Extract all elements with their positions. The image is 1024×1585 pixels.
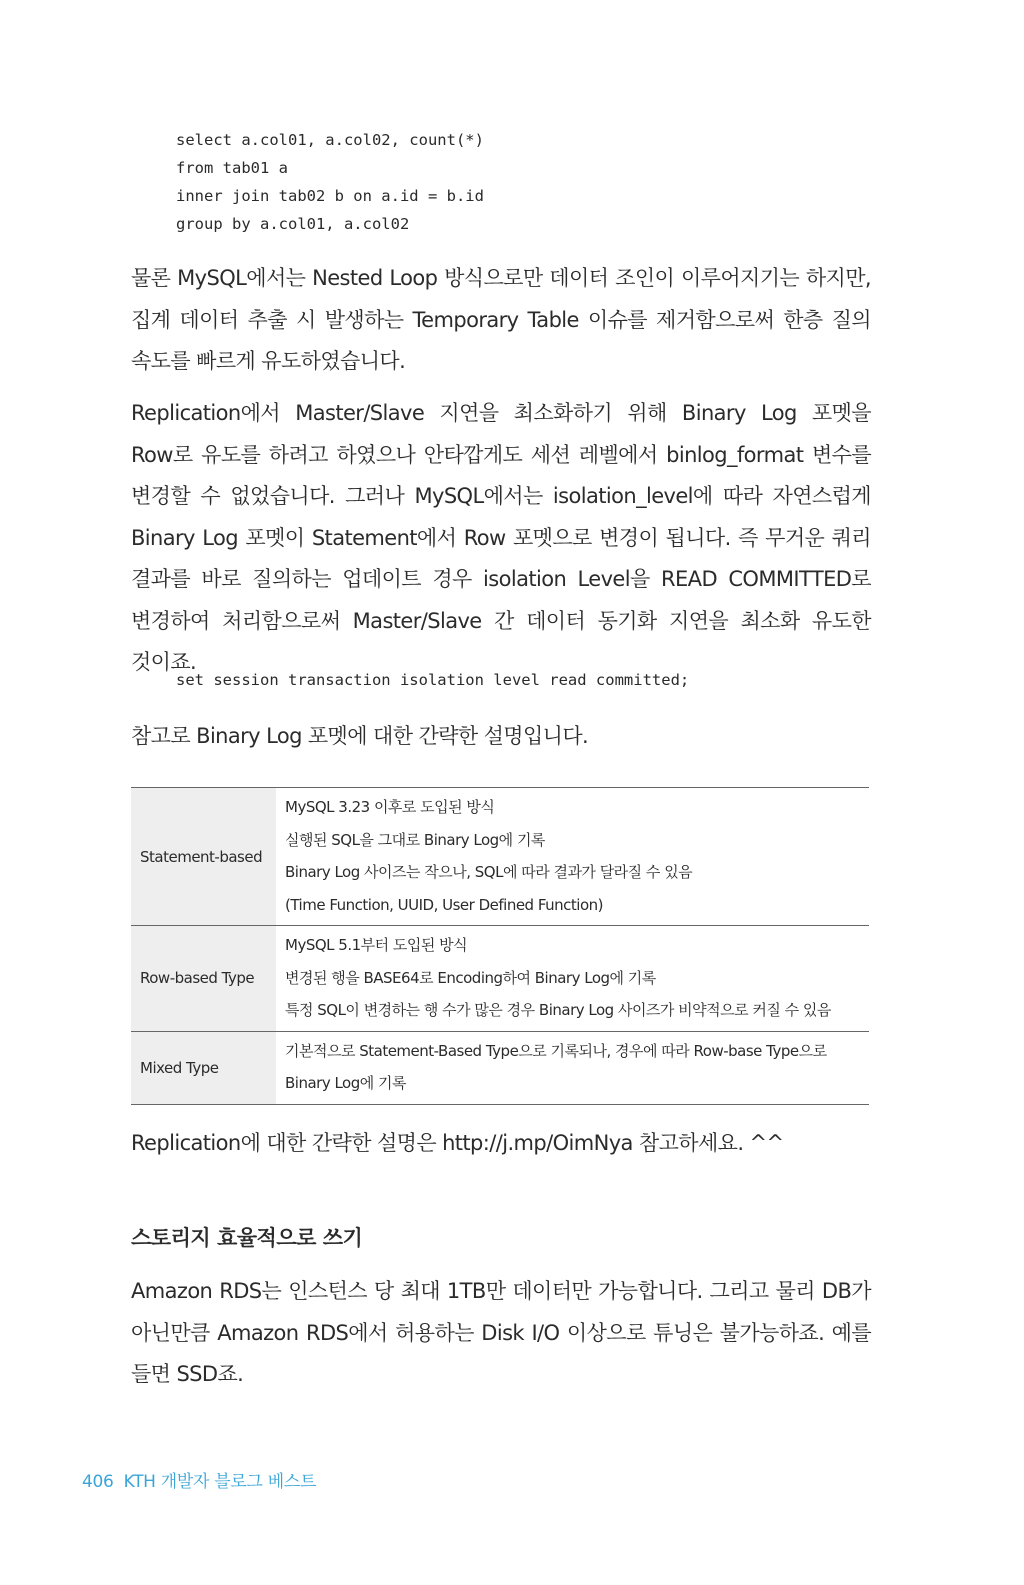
code-line: inner join tab02 b on a.id = b.id bbox=[176, 187, 484, 205]
table-row bbox=[131, 788, 869, 926]
paragraph-amazon-rds: Amazon RDS는 인스턴스 당 최대 1TB만 데이터만 가능합니다. 그리고 물리 DB가 아닌만큼 Amazon RDS에서 허용하는 Disk I/O 이상으로 튜닝은 불가능하죠. 예를 들면 SSD죠. bbox=[131, 1279, 871, 1386]
row-header-mixed: Mixed Type bbox=[131, 1031, 276, 1104]
table-row bbox=[131, 1031, 869, 1104]
row-description bbox=[276, 1031, 869, 1104]
row-description bbox=[276, 788, 869, 926]
code-line: from tab01 a bbox=[176, 159, 288, 177]
code-line: select a.col01, a.col02, count(*) bbox=[176, 131, 484, 149]
description-line: 변경된 행을 BASE64로 Encoding하여 Binary Log에 기록 bbox=[285, 968, 656, 987]
code-line: set session transaction isolation level read committed; bbox=[176, 671, 690, 689]
description-line: (Time Function, UUID, User Defined Function) bbox=[285, 895, 603, 914]
paragraph-replication-isolation: Replication에서 Master/Slave 지연을 최소화하기 위해 Binary Log 포멧을 Row로 유도를 하려고 하였으나 안타깝게도 세션 레벨에서 binlog_format 변수를 변경할 수 없었습니다. 그러나 MySQL에서는 isolation_level에 따라 자연스럽게 Binary Log 포멧이 Statement에서 Row 포멧으로 변경이 됩니다. 즉 무거운 쿼리 결과를 바로 질의하는 업데이트 경우 isolation Level을 READ COMMITTED로 변경하여 처리함으로써 Master/Slave 간 데이터 동기화 지연을 최소화 유도한 것이죠. bbox=[131, 401, 871, 674]
code-block-select-query bbox=[176, 126, 484, 238]
paragraph-binlog-intro: 참고로 Binary Log 포멧에 대한 간략한 설명입니다. bbox=[131, 724, 589, 748]
description-line: Binary Log 사이즈는 작으나, SQL에 따라 결과가 달라질 수 있음 bbox=[285, 863, 693, 881]
description-line: 기본적으로 Statement-Based Type으로 기록되나, 경우에 따라 Row-base Type으로 bbox=[285, 1041, 827, 1060]
row-header-statement-based: Statement-based bbox=[131, 788, 276, 926]
page-footer bbox=[82, 1467, 316, 1492]
code-line: group by a.col01, a.col02 bbox=[176, 215, 410, 233]
row-description bbox=[276, 926, 869, 1032]
paragraph-nested-loop: 물론 MySQL에서는 Nested Loop 방식으로만 데이터 조인이 이루어지기는 하지만, 집계 데이터 추출 시 발생하는 Temporary Table 이슈를 제거함으로써 한층 질의 속도를 빠르게 유도하였습니다. bbox=[131, 266, 871, 373]
description-line: MySQL 5.1부터 도입된 방식 bbox=[285, 936, 468, 954]
book-title: KTH 개발자 블로그 베스트 bbox=[123, 1472, 317, 1492]
description-line: Binary Log에 기록 bbox=[285, 1074, 406, 1092]
description-line: 실행된 SQL을 그대로 Binary Log에 기록 bbox=[285, 830, 545, 849]
table-row bbox=[131, 926, 869, 1032]
code-block-set-session bbox=[176, 666, 689, 694]
row-header-row-based: Row-based Type bbox=[131, 926, 276, 1032]
description-line: MySQL 3.23 이후로 도입된 방식 bbox=[285, 798, 495, 816]
page-number: 406 bbox=[82, 1472, 114, 1492]
binlog-format-table bbox=[131, 787, 869, 1105]
paragraph-replication-link: Replication에 대한 간략한 설명은 http://j.mp/OimNya 참고하세요. ^^ bbox=[131, 1131, 784, 1155]
description-line: 특정 SQL이 변경하는 행 수가 많은 경우 Binary Log 사이즈가 비약적으로 커질 수 있음 bbox=[285, 1001, 831, 1019]
section-heading-storage: 스토리지 효율적으로 쓰기 bbox=[131, 1226, 363, 1250]
